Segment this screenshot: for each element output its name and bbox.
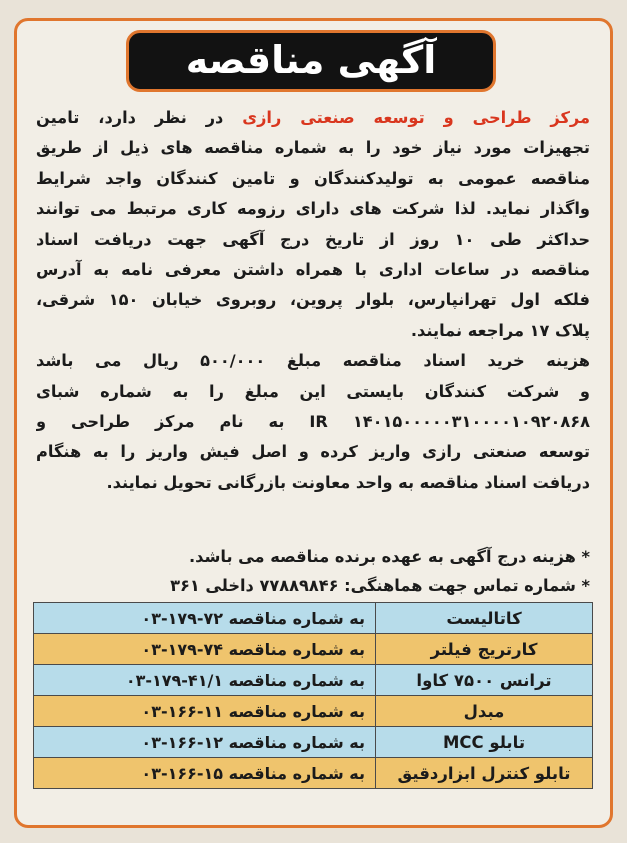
table-row	[34, 758, 593, 789]
tender-item: تابلو کنترل ابزاردقیق	[376, 758, 593, 789]
body-line: توسعه صنعتی رازی واریز کرده و اصل فیش واریز را به هنگام	[36, 442, 590, 462]
fee-note	[36, 542, 590, 571]
notice-title: آگهی مناقصه	[126, 30, 496, 92]
body-line: حداکثر طی ۱۰ روز از تاریخ درج آگهی جهت دریافت اسناد	[36, 229, 590, 249]
contact-note	[36, 571, 590, 600]
tender-item: کارتریج فیلتر	[376, 634, 593, 665]
notice-body	[36, 103, 590, 498]
table-row	[34, 634, 593, 665]
body-line-1	[36, 103, 590, 133]
fee-note-text: هزینه درج آگهی به عهده برنده مناقصه می باشد.	[188, 547, 576, 566]
body-line: واگذار نماید. لذا شرکت های دارای رزومه کاری مرتبط می توانند	[36, 199, 590, 219]
body-line-1-rest: در نظر دارد، تامین	[36, 108, 243, 127]
tender-table	[33, 602, 593, 789]
body-line: فلکه اول تهرانپارس، بلوار پروین، روبروی خیابان ۱۵۰ شرقی،	[36, 290, 590, 310]
body-line: و شرکت کنندگان بایستی این مبلغ را به شماره شبای	[36, 381, 590, 401]
body-line: تجهیزات مورد نیاز خود را به شماره مناقصه های ذیل از طریق	[36, 138, 590, 158]
body-line: پلاک ۱۷ مراجعه نمایند.	[410, 320, 590, 340]
tender-number: به شماره مناقصه ۴۱/۱-۱۷۹-۰۳	[34, 665, 376, 696]
notes	[36, 542, 590, 600]
body-line: دریافت اسناد مناقصه به واحد معاونت بازرگانی تحویل نمایند.	[106, 472, 590, 492]
body-line: مناقصه در ساعات اداری با همراه داشتن معرفی نامه به آدرس	[36, 259, 590, 279]
bullet-star-icon: *	[581, 576, 590, 595]
body-line-sheba: IR ۱۴۰۱۵۰۰۰۰۰۳۱۰۰۰۰۱۰۹۲۰۸۶۸ به نام مرکز طراحی و	[36, 411, 590, 431]
table-row	[34, 603, 593, 634]
tender-number: به شماره مناقصه ۱۵-۱۶۶-۰۳	[34, 758, 376, 789]
tender-item: تابلو MCC	[376, 727, 593, 758]
tender-item: ترانس ۷۵۰۰ کاوا	[376, 665, 593, 696]
tender-number: به شماره مناقصه ۷۲-۱۷۹-۰۳	[34, 603, 376, 634]
tender-item: مبدل	[376, 696, 593, 727]
body-line: مناقصه عمومی به تولیدکنندگان و تامین کنندگان واجد شرایط	[36, 168, 590, 188]
bullet-star-icon: *	[581, 547, 590, 566]
table-row	[34, 665, 593, 696]
body-line: هزینه خرید اسناد مناقصه مبلغ ۵۰۰/۰۰۰ ریال می باشد	[36, 351, 590, 371]
tender-number: به شماره مناقصه ۷۴-۱۷۹-۰۳	[34, 634, 376, 665]
contact-note-text: شماره تماس جهت هماهنگی: ۷۷۸۸۹۸۴۶ داخلی ۳۶۱	[170, 576, 576, 595]
organization-name: مرکز طراحی و توسعه صنعتی رازی	[242, 108, 590, 127]
tender-item: کاتالیست	[376, 603, 593, 634]
table-row	[34, 727, 593, 758]
table-row	[34, 696, 593, 727]
tender-number: به شماره مناقصه ۱۲-۱۶۶-۰۳	[34, 727, 376, 758]
tender-number: به شماره مناقصه ۱۱-۱۶۶-۰۳	[34, 696, 376, 727]
